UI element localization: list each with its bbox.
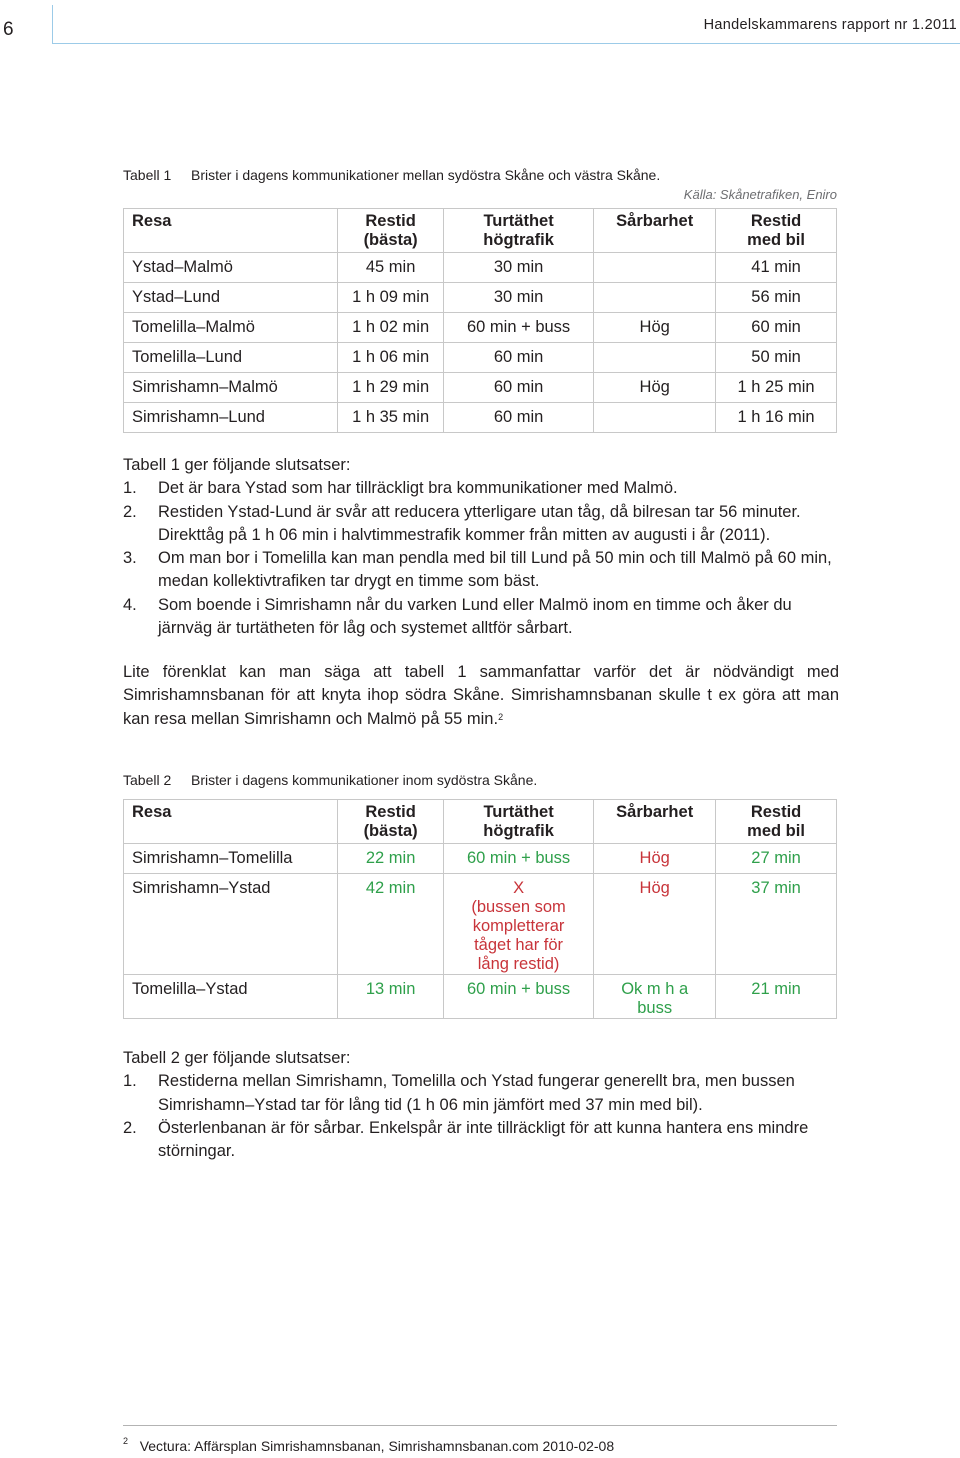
- table1-caption-text: Brister i dagens kommunikationer mellan sydöstra Skåne och västra Skåne.: [191, 167, 661, 183]
- table1-cell-text: 56 min: [751, 288, 801, 306]
- body-paragraph-text: Lite förenklat kan man säga att tabell 1 sammanfattar varför det är nödvändigt med Simrishamnsbanan för att knyta ihop södra Skåne. Simrishamnsbanan skulle t ex göra att man kan resa mellan Simrishamn och Malmö på 55 min.: [123, 663, 839, 728]
- table1-label: Tabell 1: [123, 167, 172, 183]
- table1-cell: [716, 283, 837, 313]
- table1-row: [124, 283, 837, 313]
- table2-row: [124, 975, 837, 1019]
- footnote-number: 2: [123, 1436, 129, 1446]
- table2-cell: [443, 975, 593, 1019]
- table1-row: [124, 313, 837, 343]
- table1-cell: [124, 253, 338, 283]
- table1-cell-text: 1 h 29 min: [352, 378, 430, 396]
- table2-header-cell: Sårbarhet: [594, 800, 716, 844]
- page-number-box: [0, 5, 53, 43]
- table2-cell: [716, 874, 837, 975]
- conclusions2-item-number: 2.: [123, 1118, 137, 1137]
- conclusions2-list: [123, 1070, 839, 1163]
- table2-header-cell: Restid med bil: [716, 800, 837, 844]
- conclusions2-item: [123, 1070, 839, 1117]
- conclusions1-item-text: Det är bara Ystad som har tillräckligt bra kommunikationer med Malmö.: [158, 479, 678, 498]
- table1-header-cell: Restid med bil: [716, 209, 837, 253]
- table1-header-cell: Resa: [124, 209, 338, 253]
- conclusions2-intro: Tabell 2 ger följande slutsatser:: [123, 1049, 351, 1067]
- table2-header-row: [124, 800, 837, 844]
- table1-cell-text: 1 h 16 min: [737, 408, 815, 426]
- table2-cell-text: 42 min: [365, 879, 416, 897]
- table2-cell-text: Hög: [639, 879, 670, 897]
- conclusions1-item-text: Som boende i Simrishamn når du varken Lund eller Malmö inom en timme och åker du järnväg är turtätheten för låg och systemet alltför sårbart.: [158, 595, 792, 638]
- table1-cell: [716, 373, 837, 403]
- table1-cell: [594, 253, 716, 283]
- table1-source: Källa: Skånetrafiken, Eniro: [683, 187, 837, 202]
- table1-cell-text: 41 min: [751, 258, 801, 276]
- table1-cell: [124, 343, 338, 373]
- table1-cell-text: 60 min: [493, 408, 544, 426]
- table2-body: [124, 844, 837, 1019]
- table1-cell-text: Hög: [639, 318, 670, 336]
- table1-cell: [716, 343, 837, 373]
- table1-cell-text: Simrishamn–Malmö: [132, 378, 278, 396]
- table2-cell-text: Simrishamn–Tomelilla: [132, 849, 293, 867]
- table1-cell: [594, 343, 716, 373]
- table2-caption-text: Brister i dagens kommunikationer inom sydöstra Skåne.: [191, 772, 538, 788]
- table2-cell: [443, 844, 593, 874]
- table2-cell-text: Hög: [639, 849, 670, 867]
- table1-cell-text: 1 h 02 min: [352, 318, 430, 336]
- table2-cell: [594, 874, 716, 975]
- conclusions2-item-text: Österlenbanan är för sårbar. Enkelspår är inte tillräckligt för att kunna hantera ens mindre störningar.: [158, 1118, 809, 1161]
- table2-header-cell: Turtäthet högtrafik: [443, 800, 593, 844]
- conclusions1-item: [123, 477, 839, 500]
- table1-cell-text: 60 min: [493, 378, 544, 396]
- table2-cell: [716, 844, 837, 874]
- page-header: [0, 0, 960, 46]
- table1-cell-text: Simrishamn–Lund: [132, 408, 265, 426]
- table1-cell-text: 1 h 09 min: [352, 288, 430, 306]
- conclusions1: [123, 454, 839, 640]
- table1-header: [124, 209, 837, 253]
- table1-caption: [123, 167, 660, 183]
- conclusions1-item-text: Restiden Ystad-Lund är svår att reducera ytterligare utan tåg, då bilresan tar 56 minuter. Direkttåg på 1 h 06 min i halvtimmestrafik kommer från mitten av augusti i år (2011).: [158, 502, 801, 544]
- table1-cell-text: 45 min: [365, 258, 416, 276]
- table1-header-cell: Sårbarhet: [594, 209, 716, 253]
- table2-cell-text: 27 min: [751, 849, 801, 867]
- table1-cell-text: 50 min: [751, 348, 801, 366]
- table1-cell-text: Hög: [639, 378, 670, 396]
- table1-cell: [338, 403, 444, 433]
- table2-cell-text: 60 min + buss: [466, 849, 571, 867]
- table1-cell-text: 60 min + buss: [466, 318, 571, 336]
- table1-cell: [338, 373, 444, 403]
- publication-title: Handelskammarens rapport nr 1.2011: [703, 17, 957, 33]
- table2-header-cell: Restid (bästa): [338, 800, 444, 844]
- table1-cell: [124, 403, 338, 433]
- table2-caption: [123, 772, 537, 788]
- table1-row: [124, 253, 837, 283]
- conclusions1-intro: Tabell 1 ger följande slutsatser:: [123, 456, 351, 474]
- table1-row: [124, 373, 837, 403]
- table1-header-row: [124, 209, 837, 253]
- table1-cell: [443, 253, 593, 283]
- table1-header-cell: Turtäthet högtrafik: [443, 209, 593, 253]
- table2-row: [124, 844, 837, 874]
- table2-cell-text: Simrishamn–Ystad: [132, 879, 271, 897]
- table1-cell: [594, 403, 716, 433]
- table2-cell-text: 37 min: [751, 879, 801, 897]
- conclusions2-item-text: Restiderna mellan Simrishamn, Tomelilla och Ystad fungerar generellt bra, men bussen Simrishamn–Ystad tar för lång tid (1 h 06 min jämfört med 37 min med bil).: [158, 1072, 795, 1114]
- conclusions2-item-number: 1.: [123, 1072, 137, 1091]
- conclusions1-item: [123, 547, 839, 594]
- conclusions2: [123, 1047, 839, 1163]
- table1-cell-text: 1 h 35 min: [352, 408, 430, 426]
- table1-cell: [594, 313, 716, 343]
- table2-cell-text: X (bussen som kompletterar tåget har för lång restid): [471, 879, 566, 973]
- header-rule: [52, 43, 960, 44]
- conclusions1-item: [123, 501, 839, 548]
- table1-cell-text: Tomelilla–Malmö: [132, 318, 255, 336]
- table2-cell-text: Tomelilla–Ystad: [132, 980, 248, 998]
- table2-cell: [338, 975, 444, 1019]
- table1-cell: [443, 283, 593, 313]
- table1-cell: [338, 313, 444, 343]
- table2-cell-text: Ok m h a buss: [621, 980, 689, 1017]
- table2-cell-text: 21 min: [751, 980, 801, 998]
- table2-cell-text: 22 min: [365, 849, 416, 867]
- table1-header-cell: Restid (bästa): [338, 209, 444, 253]
- table2-cell-text: 13 min: [365, 980, 416, 998]
- table1-cell-text: 1 h 06 min: [352, 348, 430, 366]
- table1: [123, 208, 837, 433]
- table2-header: [124, 800, 837, 844]
- table2-cell: [594, 975, 716, 1019]
- table1-row: [124, 403, 837, 433]
- table2-cell: [338, 874, 444, 975]
- conclusions1-item-text: Om man bor i Tomelilla kan man pendla med bil till Lund på 50 min och till Malmö på 60 min, medan kollektivtrafiken tar drygt en timme som bäst.: [158, 549, 832, 591]
- table2-cell: [124, 975, 338, 1019]
- table1-body: [124, 253, 837, 433]
- footnote: [123, 1438, 614, 1454]
- conclusions1-item: [123, 594, 839, 641]
- table1-cell: [716, 313, 837, 343]
- table2-header-cell: Resa: [124, 800, 338, 844]
- table1-cell-text: Ystad–Lund: [132, 288, 221, 306]
- table1-cell: [338, 343, 444, 373]
- table2-cell: [124, 844, 338, 874]
- table1-cell: [124, 283, 338, 313]
- table1-cell: [338, 253, 444, 283]
- conclusions1-list: [123, 477, 839, 640]
- table1-cell-text: Ystad–Malmö: [132, 258, 233, 276]
- table1-cell: [443, 343, 593, 373]
- footnote-text: Vectura: Affärsplan Simrishamnsbanan, Simrishamnsbanan.com 2010-02-08: [139, 1438, 615, 1454]
- table1-cell: [443, 403, 593, 433]
- footnote-ref: 2: [498, 711, 504, 722]
- table2-cell: [443, 874, 593, 975]
- table1-cell: [443, 313, 593, 343]
- table1-cell-text: 60 min: [751, 318, 801, 336]
- table2-label: Tabell 2: [123, 772, 172, 788]
- table1-cell: [443, 373, 593, 403]
- table1-cell: [124, 373, 338, 403]
- footnote-rule: [123, 1425, 837, 1426]
- table2-cell: [716, 975, 837, 1019]
- table2-row: [124, 874, 837, 975]
- table2: [123, 799, 837, 1019]
- table1-cell-text: 60 min: [493, 348, 544, 366]
- table2-cell: [338, 844, 444, 874]
- conclusions1-item-number: 4.: [123, 595, 137, 614]
- table2-cell: [594, 844, 716, 874]
- table1-cell: [594, 373, 716, 403]
- table2-cell-text: 60 min + buss: [466, 980, 571, 998]
- table1-cell: [716, 403, 837, 433]
- conclusions1-item-number: 1.: [123, 479, 137, 498]
- table1-row: [124, 343, 837, 373]
- body-paragraph: [123, 661, 839, 731]
- table2-cell: [124, 874, 338, 975]
- table1-cell: [716, 253, 837, 283]
- table1-cell: [124, 313, 338, 343]
- table1-cell-text: 30 min: [493, 258, 544, 276]
- page-number: 6: [3, 19, 14, 40]
- conclusions2-item: [123, 1117, 839, 1164]
- conclusions1-item-number: 2.: [123, 502, 137, 521]
- table1-cell-text: 30 min: [493, 288, 544, 306]
- conclusions1-item-number: 3.: [123, 549, 137, 568]
- table1-cell-text: 1 h 25 min: [737, 378, 815, 396]
- table1-cell: [594, 283, 716, 313]
- table1-cell: [338, 283, 444, 313]
- table1-cell-text: Tomelilla–Lund: [132, 348, 243, 366]
